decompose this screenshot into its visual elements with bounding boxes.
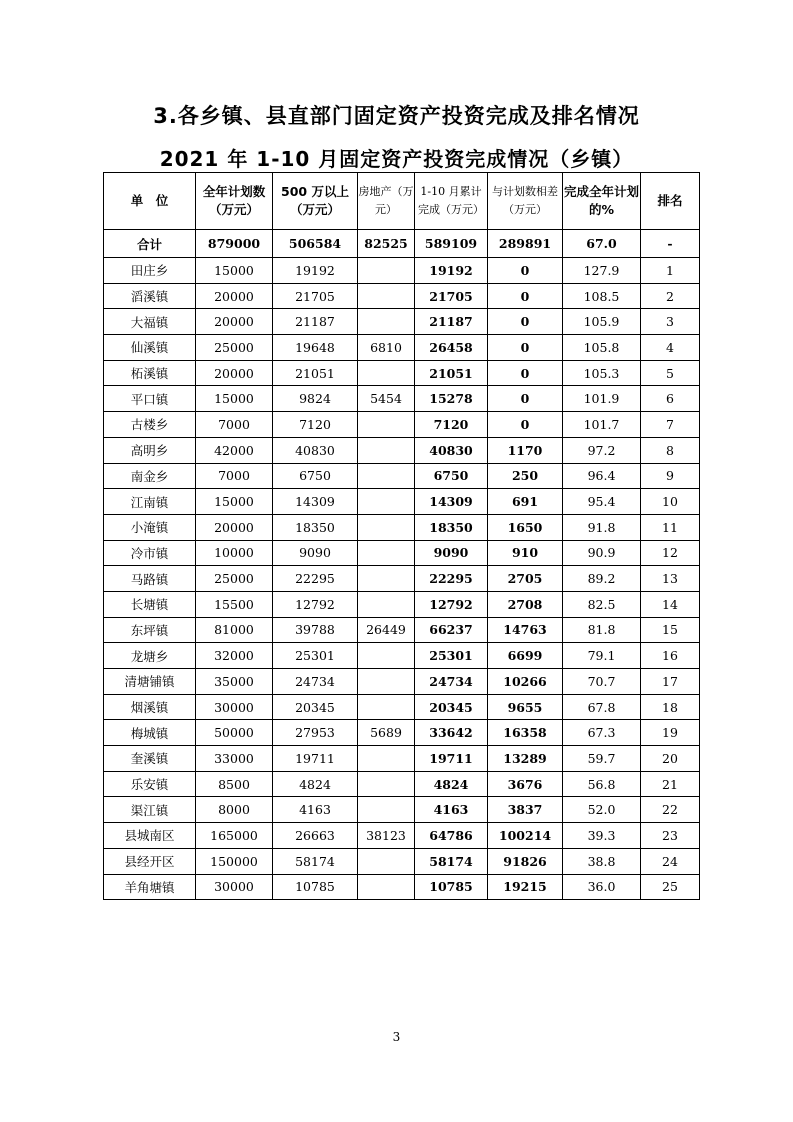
cell-diff: 250: [488, 463, 563, 489]
cell-above500: 20345: [273, 694, 358, 720]
total-cumulative: 589109: [415, 230, 488, 258]
cell-rank: 2: [641, 283, 700, 309]
cell-above500: 24734: [273, 669, 358, 695]
cell-plan: 20000: [196, 514, 273, 540]
table-row: [104, 617, 700, 643]
cell-cumulative: 58174: [415, 848, 488, 874]
cell-realestate: 38123: [358, 823, 415, 849]
cell-pct: 39.3: [563, 823, 641, 849]
table-row: [104, 514, 700, 540]
cell-diff: 16358: [488, 720, 563, 746]
cell-diff: 0: [488, 360, 563, 386]
cell-rank: 5: [641, 360, 700, 386]
cell-diff: 0: [488, 412, 563, 438]
document-title: 3.各乡镇、县直部门固定资产投资完成及排名情况: [153, 104, 640, 128]
cell-rank: 20: [641, 746, 700, 772]
cell-realestate: [358, 874, 415, 900]
cell-plan: 20000: [196, 309, 273, 335]
cell-pct: 127.9: [563, 258, 641, 284]
cell-diff: 14763: [488, 617, 563, 643]
cell-diff: 0: [488, 258, 563, 284]
cell-realestate: [358, 694, 415, 720]
cell-realestate: [358, 360, 415, 386]
cell-above500: 27953: [273, 720, 358, 746]
table-row: [104, 309, 700, 335]
cell-diff: 0: [488, 335, 563, 361]
cell-unit: 羊角塘镇: [104, 874, 196, 900]
cell-pct: 38.8: [563, 848, 641, 874]
cell-plan: 150000: [196, 848, 273, 874]
cell-realestate: 5689: [358, 720, 415, 746]
cell-diff: 0: [488, 386, 563, 412]
cell-plan: 81000: [196, 617, 273, 643]
total-plan: 879000: [196, 230, 273, 258]
cell-unit: 东坪镇: [104, 617, 196, 643]
table-row: [104, 335, 700, 361]
cell-rank: 12: [641, 540, 700, 566]
cell-realestate: 5454: [358, 386, 415, 412]
header-above500: 500 万以上（万元）: [273, 173, 358, 230]
cell-cumulative: 4824: [415, 771, 488, 797]
cell-pct: 52.0: [563, 797, 641, 823]
cell-realestate: [358, 797, 415, 823]
cell-plan: 8000: [196, 797, 273, 823]
cell-rank: 1: [641, 258, 700, 284]
cell-plan: 7000: [196, 463, 273, 489]
cell-realestate: [358, 283, 415, 309]
cell-diff: 6699: [488, 643, 563, 669]
table-title: 2021 年 1-10 月固定资产投资完成情况（乡镇）: [159, 147, 634, 171]
cell-realestate: [358, 643, 415, 669]
cell-unit: 田庄乡: [104, 258, 196, 284]
cell-realestate: [358, 669, 415, 695]
cell-rank: 13: [641, 566, 700, 592]
cell-diff: 691: [488, 489, 563, 515]
cell-pct: 82.5: [563, 591, 641, 617]
cell-plan: 15000: [196, 489, 273, 515]
cell-rank: 16: [641, 643, 700, 669]
cell-diff: 13289: [488, 746, 563, 772]
cell-plan: 8500: [196, 771, 273, 797]
table-row: [104, 437, 700, 463]
cell-above500: 4163: [273, 797, 358, 823]
total-rank: -: [641, 230, 700, 258]
cell-diff: 910: [488, 540, 563, 566]
cell-above500: 12792: [273, 591, 358, 617]
cell-rank: 19: [641, 720, 700, 746]
table-row: [104, 463, 700, 489]
cell-unit: 奎溪镇: [104, 746, 196, 772]
cell-cumulative: 66237: [415, 617, 488, 643]
cell-rank: 14: [641, 591, 700, 617]
cell-cumulative: 14309: [415, 489, 488, 515]
cell-above500: 21705: [273, 283, 358, 309]
cell-unit: 南金乡: [104, 463, 196, 489]
table-row: [104, 489, 700, 515]
cell-plan: 32000: [196, 643, 273, 669]
cell-diff: 0: [488, 283, 563, 309]
table-row: [104, 874, 700, 900]
cell-cumulative: 21051: [415, 360, 488, 386]
cell-unit: 古楼乡: [104, 412, 196, 438]
cell-cumulative: 10785: [415, 874, 488, 900]
table-row: [104, 848, 700, 874]
cell-cumulative: 25301: [415, 643, 488, 669]
cell-cumulative: 6750: [415, 463, 488, 489]
cell-pct: 101.9: [563, 386, 641, 412]
cell-pct: 96.4: [563, 463, 641, 489]
cell-pct: 90.9: [563, 540, 641, 566]
cell-above500: 58174: [273, 848, 358, 874]
cell-above500: 9090: [273, 540, 358, 566]
cell-realestate: [358, 591, 415, 617]
cell-cumulative: 26458: [415, 335, 488, 361]
cell-unit: 马路镇: [104, 566, 196, 592]
cell-plan: 20000: [196, 360, 273, 386]
cell-unit: 清塘铺镇: [104, 669, 196, 695]
cell-above500: 39788: [273, 617, 358, 643]
cell-pct: 67.3: [563, 720, 641, 746]
cell-above500: 25301: [273, 643, 358, 669]
cell-realestate: [358, 463, 415, 489]
cell-cumulative: 22295: [415, 566, 488, 592]
cell-diff: 3837: [488, 797, 563, 823]
cell-diff: 19215: [488, 874, 563, 900]
cell-plan: 20000: [196, 283, 273, 309]
cell-unit: 梅城镇: [104, 720, 196, 746]
cell-realestate: 6810: [358, 335, 415, 361]
cell-above500: 18350: [273, 514, 358, 540]
header-cumulative: 1-10 月累计完成（万元）: [415, 173, 488, 230]
cell-plan: 15500: [196, 591, 273, 617]
cell-rank: 15: [641, 617, 700, 643]
total-unit: 合计: [104, 230, 196, 258]
cell-unit: 江南镇: [104, 489, 196, 515]
cell-unit: 平口镇: [104, 386, 196, 412]
cell-diff: 3676: [488, 771, 563, 797]
table-row: [104, 694, 700, 720]
cell-cumulative: 20345: [415, 694, 488, 720]
cell-above500: 21051: [273, 360, 358, 386]
cell-diff: 9655: [488, 694, 563, 720]
cell-unit: 仙溪镇: [104, 335, 196, 361]
cell-plan: 30000: [196, 874, 273, 900]
header-rank: 排名: [641, 173, 700, 230]
cell-pct: 67.8: [563, 694, 641, 720]
header-pct: 完成全年计划的%: [563, 173, 641, 230]
header-diff: 与计划数相差（万元）: [488, 173, 563, 230]
cell-above500: 19711: [273, 746, 358, 772]
cell-realestate: [358, 540, 415, 566]
table-row: [104, 386, 700, 412]
cell-above500: 22295: [273, 566, 358, 592]
cell-diff: 1170: [488, 437, 563, 463]
cell-pct: 89.2: [563, 566, 641, 592]
table-row: [104, 669, 700, 695]
cell-cumulative: 21705: [415, 283, 488, 309]
cell-unit: 县经开区: [104, 848, 196, 874]
cell-pct: 101.7: [563, 412, 641, 438]
cell-pct: 97.2: [563, 437, 641, 463]
cell-above500: 19192: [273, 258, 358, 284]
cell-pct: 70.7: [563, 669, 641, 695]
cell-unit: 大福镇: [104, 309, 196, 335]
cell-pct: 91.8: [563, 514, 641, 540]
cell-cumulative: 64786: [415, 823, 488, 849]
cell-diff: 0: [488, 309, 563, 335]
investment-table: [103, 172, 700, 900]
cell-plan: 30000: [196, 694, 273, 720]
cell-pct: 59.7: [563, 746, 641, 772]
cell-above500: 26663: [273, 823, 358, 849]
cell-pct: 105.9: [563, 309, 641, 335]
cell-realestate: [358, 566, 415, 592]
cell-pct: 105.8: [563, 335, 641, 361]
cell-unit: 渠江镇: [104, 797, 196, 823]
cell-unit: 长塘镇: [104, 591, 196, 617]
cell-plan: 7000: [196, 412, 273, 438]
table-row: [104, 771, 700, 797]
cell-diff: 1650: [488, 514, 563, 540]
cell-above500: 7120: [273, 412, 358, 438]
total-realestate: 82525: [358, 230, 415, 258]
cell-realestate: [358, 514, 415, 540]
cell-plan: 15000: [196, 258, 273, 284]
total-pct: 67.0: [563, 230, 641, 258]
cell-rank: 11: [641, 514, 700, 540]
total-above500: 506584: [273, 230, 358, 258]
cell-pct: 95.4: [563, 489, 641, 515]
cell-diff: 2705: [488, 566, 563, 592]
table-row: [104, 746, 700, 772]
table-row: [104, 360, 700, 386]
cell-unit: 烟溪镇: [104, 694, 196, 720]
cell-unit: 县城南区: [104, 823, 196, 849]
cell-plan: 25000: [196, 566, 273, 592]
table-row: [104, 643, 700, 669]
cell-realestate: [358, 258, 415, 284]
cell-rank: 3: [641, 309, 700, 335]
cell-rank: 21: [641, 771, 700, 797]
cell-unit: 乐安镇: [104, 771, 196, 797]
cell-rank: 6: [641, 386, 700, 412]
cell-unit: 柘溪镇: [104, 360, 196, 386]
table-row: [104, 591, 700, 617]
table-row: [104, 566, 700, 592]
cell-rank: 17: [641, 669, 700, 695]
header-realestate: 房地产（万元）: [358, 173, 415, 230]
cell-realestate: [358, 437, 415, 463]
cell-pct: 79.1: [563, 643, 641, 669]
cell-pct: 81.8: [563, 617, 641, 643]
cell-pct: 36.0: [563, 874, 641, 900]
cell-plan: 35000: [196, 669, 273, 695]
cell-cumulative: 19192: [415, 258, 488, 284]
cell-unit: 滔溪镇: [104, 283, 196, 309]
cell-unit: 冷市镇: [104, 540, 196, 566]
cell-diff: 10266: [488, 669, 563, 695]
table-row: [104, 283, 700, 309]
cell-realestate: [358, 489, 415, 515]
cell-cumulative: 33642: [415, 720, 488, 746]
header-row: [104, 173, 700, 230]
cell-above500: 4824: [273, 771, 358, 797]
cell-cumulative: 40830: [415, 437, 488, 463]
cell-cumulative: 12792: [415, 591, 488, 617]
cell-unit: 小淹镇: [104, 514, 196, 540]
page-number: 3: [392, 1030, 401, 1044]
cell-realestate: [358, 309, 415, 335]
cell-rank: 23: [641, 823, 700, 849]
cell-plan: 25000: [196, 335, 273, 361]
cell-plan: 15000: [196, 386, 273, 412]
cell-cumulative: 24734: [415, 669, 488, 695]
cell-rank: 8: [641, 437, 700, 463]
cell-pct: 105.3: [563, 360, 641, 386]
cell-diff: 91826: [488, 848, 563, 874]
cell-realestate: [358, 848, 415, 874]
cell-cumulative: 21187: [415, 309, 488, 335]
total-diff: 289891: [488, 230, 563, 258]
cell-realestate: [358, 771, 415, 797]
table-row: [104, 412, 700, 438]
cell-rank: 18: [641, 694, 700, 720]
cell-cumulative: 4163: [415, 797, 488, 823]
table-row: [104, 720, 700, 746]
cell-above500: 10785: [273, 874, 358, 900]
table-row: [104, 540, 700, 566]
cell-above500: 14309: [273, 489, 358, 515]
header-unit: 单 位: [104, 173, 196, 230]
table-row: [104, 823, 700, 849]
cell-diff: 100214: [488, 823, 563, 849]
cell-plan: 10000: [196, 540, 273, 566]
cell-rank: 4: [641, 335, 700, 361]
cell-rank: 24: [641, 848, 700, 874]
cell-realestate: [358, 412, 415, 438]
total-row: [104, 230, 700, 258]
table-row: [104, 797, 700, 823]
cell-realestate: [358, 746, 415, 772]
table-body: [104, 230, 700, 900]
header-plan: 全年计划数（万元）: [196, 173, 273, 230]
cell-rank: 10: [641, 489, 700, 515]
cell-pct: 56.8: [563, 771, 641, 797]
cell-cumulative: 7120: [415, 412, 488, 438]
cell-above500: 21187: [273, 309, 358, 335]
cell-realestate: 26449: [358, 617, 415, 643]
cell-diff: 2708: [488, 591, 563, 617]
cell-unit: 高明乡: [104, 437, 196, 463]
table-row: [104, 258, 700, 284]
cell-above500: 9824: [273, 386, 358, 412]
cell-cumulative: 9090: [415, 540, 488, 566]
cell-above500: 40830: [273, 437, 358, 463]
cell-rank: 22: [641, 797, 700, 823]
cell-rank: 25: [641, 874, 700, 900]
cell-cumulative: 19711: [415, 746, 488, 772]
cell-pct: 108.5: [563, 283, 641, 309]
cell-cumulative: 18350: [415, 514, 488, 540]
cell-plan: 42000: [196, 437, 273, 463]
cell-above500: 19648: [273, 335, 358, 361]
cell-plan: 50000: [196, 720, 273, 746]
cell-above500: 6750: [273, 463, 358, 489]
cell-plan: 33000: [196, 746, 273, 772]
cell-unit: 龙塘乡: [104, 643, 196, 669]
cell-plan: 165000: [196, 823, 273, 849]
cell-rank: 9: [641, 463, 700, 489]
cell-cumulative: 15278: [415, 386, 488, 412]
cell-rank: 7: [641, 412, 700, 438]
